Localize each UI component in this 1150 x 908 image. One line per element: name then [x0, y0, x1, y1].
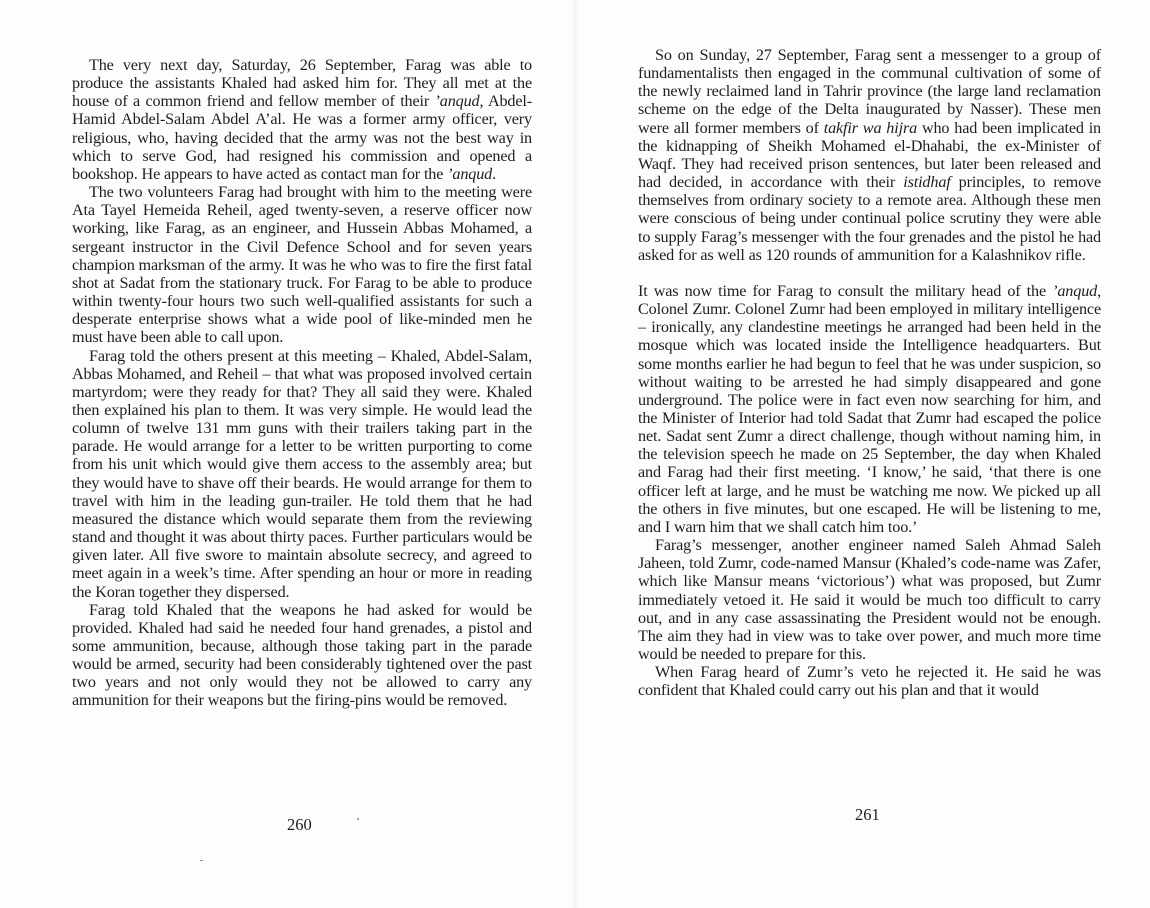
paragraph: Farag’s messenger, another engineer named Saleh Ahmad Saleh Jaheen, told Zumr, code-named Mansur (Khaled’s code-name was Zafer, which like Mansur means ‘victorious’) what was proposed, but Zumr immediately vetoed it. He said it would be much too difficult to carry out, and in any case assassinating the President would not be enough. The aim they had in view was to take over power, and much more time would be needed to prepare for this.	[638, 536, 1101, 663]
paragraph: It was now time for Farag to consult the military head of the ’anqud, Colonel Zumr. Colonel Zumr had been employed in military intelligence – ironically, any clandestine meetings he arranged had been held in the mosque which was located inside the Intelligence headquarters. But some months earlier he had begun to feel that he was under suspicion, so without waiting to be arrested he had simply disappeared and gone underground. The police were in fact even now searching for him, and the Minister of Interior had told Sadat that Zumr had escaped the police net. Sadat sent Zumr a direct challenge, though without naming him, in the television speech he made on 25 September, the day when Khaled and Farag had their first meeting. ‘I know,’ he said, ‘that there is one officer left at large, and he must be watching me now. We picked up all the others in five minutes, but one escaped. He will be listening to me, and I warn him that we shall catch him too.’	[638, 281, 1101, 536]
right-page	[575, 0, 1150, 908]
scan-speck	[357, 818, 359, 820]
paragraph: The very next day, Saturday, 26 September, Farag was able to produce the assistants Khaled had asked him for. They all met at the house of a common friend and fellow member of their ’anqud, Abdel-Hamid Abdel-Salam Abdel A’al. He was a former army officer, very religious, who, having decided that the army was not the best way in which to serve God, had resigned his commission and opened a bookshop. He appears to have acted as contact man for the ’anqud.	[72, 56, 532, 183]
paragraph: The two volunteers Farag had brought with him to the meeting were Ata Tayel Hemeida Reheil, aged twenty-seven, a reserve officer now working, like Farag, as an engineer, and Hussein Abbas Mohamed, a sergeant instructor in the Civil Defence School and for seven years champion marksman of the army. It was he who was to fire the first fatal shot at Sadat from the stationary truck. For Farag to be able to produce within twenty-four hours two such well-qualified assistants for such a desperate enterprise shows what a wide pool of like-minded men he must have been able to call upon.	[72, 183, 532, 347]
paragraph: So on Sunday, 27 September, Farag sent a messenger to a group of fundamentalists then engaged in the communal cultivation of some of the newly reclaimed land in Tahrir province (the large land reclamation scheme on the edge of the Delta inaugurated by Nasser). These men were all former members of takfir wa hijra who had been implicated in the kidnapping of Sheikh Mohamed el-Dhahabi, the ex-Minister of Waqf. They had received prison sentences, but later been released and had decided, in accordance with their istidhaf principles, to remove themselves from ordinary society to a remote area. Although these men were conscious of being under continual police scrutiny they were able to supply Farag’s messenger with the four grenades and the pistol he had asked for as well as 120 rounds of ammunition for a Kalashnikov rifle.	[638, 46, 1101, 264]
left-page-text	[72, 56, 532, 710]
page-number: 261	[855, 805, 880, 824]
scan-speck	[200, 860, 203, 861]
paragraph: Farag told the others present at this meeting – Khaled, Abdel-Salam, Abbas Mohamed, and Reheil – that what was proposed involved certain martyrdom; were they ready for that? They all said they were. Khaled then explained his plan to them. It was very simple. He would lead the column of twelve 131 mm guns with their trailers taking part in the parade. He would arrange for a letter to be written purporting to come from his unit which would give them access to the assembly area; but they would have to shave off their beards. He would arrange for them to travel with him in the leading gun-trailer. He told them that he had measured the distance which would separate them from the reviewing stand and thought it was about thirty paces. Further particulars would be given later. All five swore to maintain absolute secrecy, and agreed to meet again in a week’s time. After spending an hour or more in reading the Koran together they dispersed.	[72, 346, 532, 601]
page-number: 260	[287, 815, 312, 834]
right-page-text	[638, 46, 1101, 699]
paragraph: When Farag heard of Zumr’s veto he rejected it. He said he was confident that Khaled could carry out his plan and that it would	[638, 663, 1101, 700]
paragraph: Farag told Khaled that the weapons he had asked for would be provided. Khaled had said he needed four hand grenades, a pistol and some ammunition, because, although those taking part in the parade would be armed, security had been considerably tightened over the past two years and not only would they not be allowed to carry any ammunition for their weapons but the firing-pins would be removed.	[72, 600, 532, 710]
